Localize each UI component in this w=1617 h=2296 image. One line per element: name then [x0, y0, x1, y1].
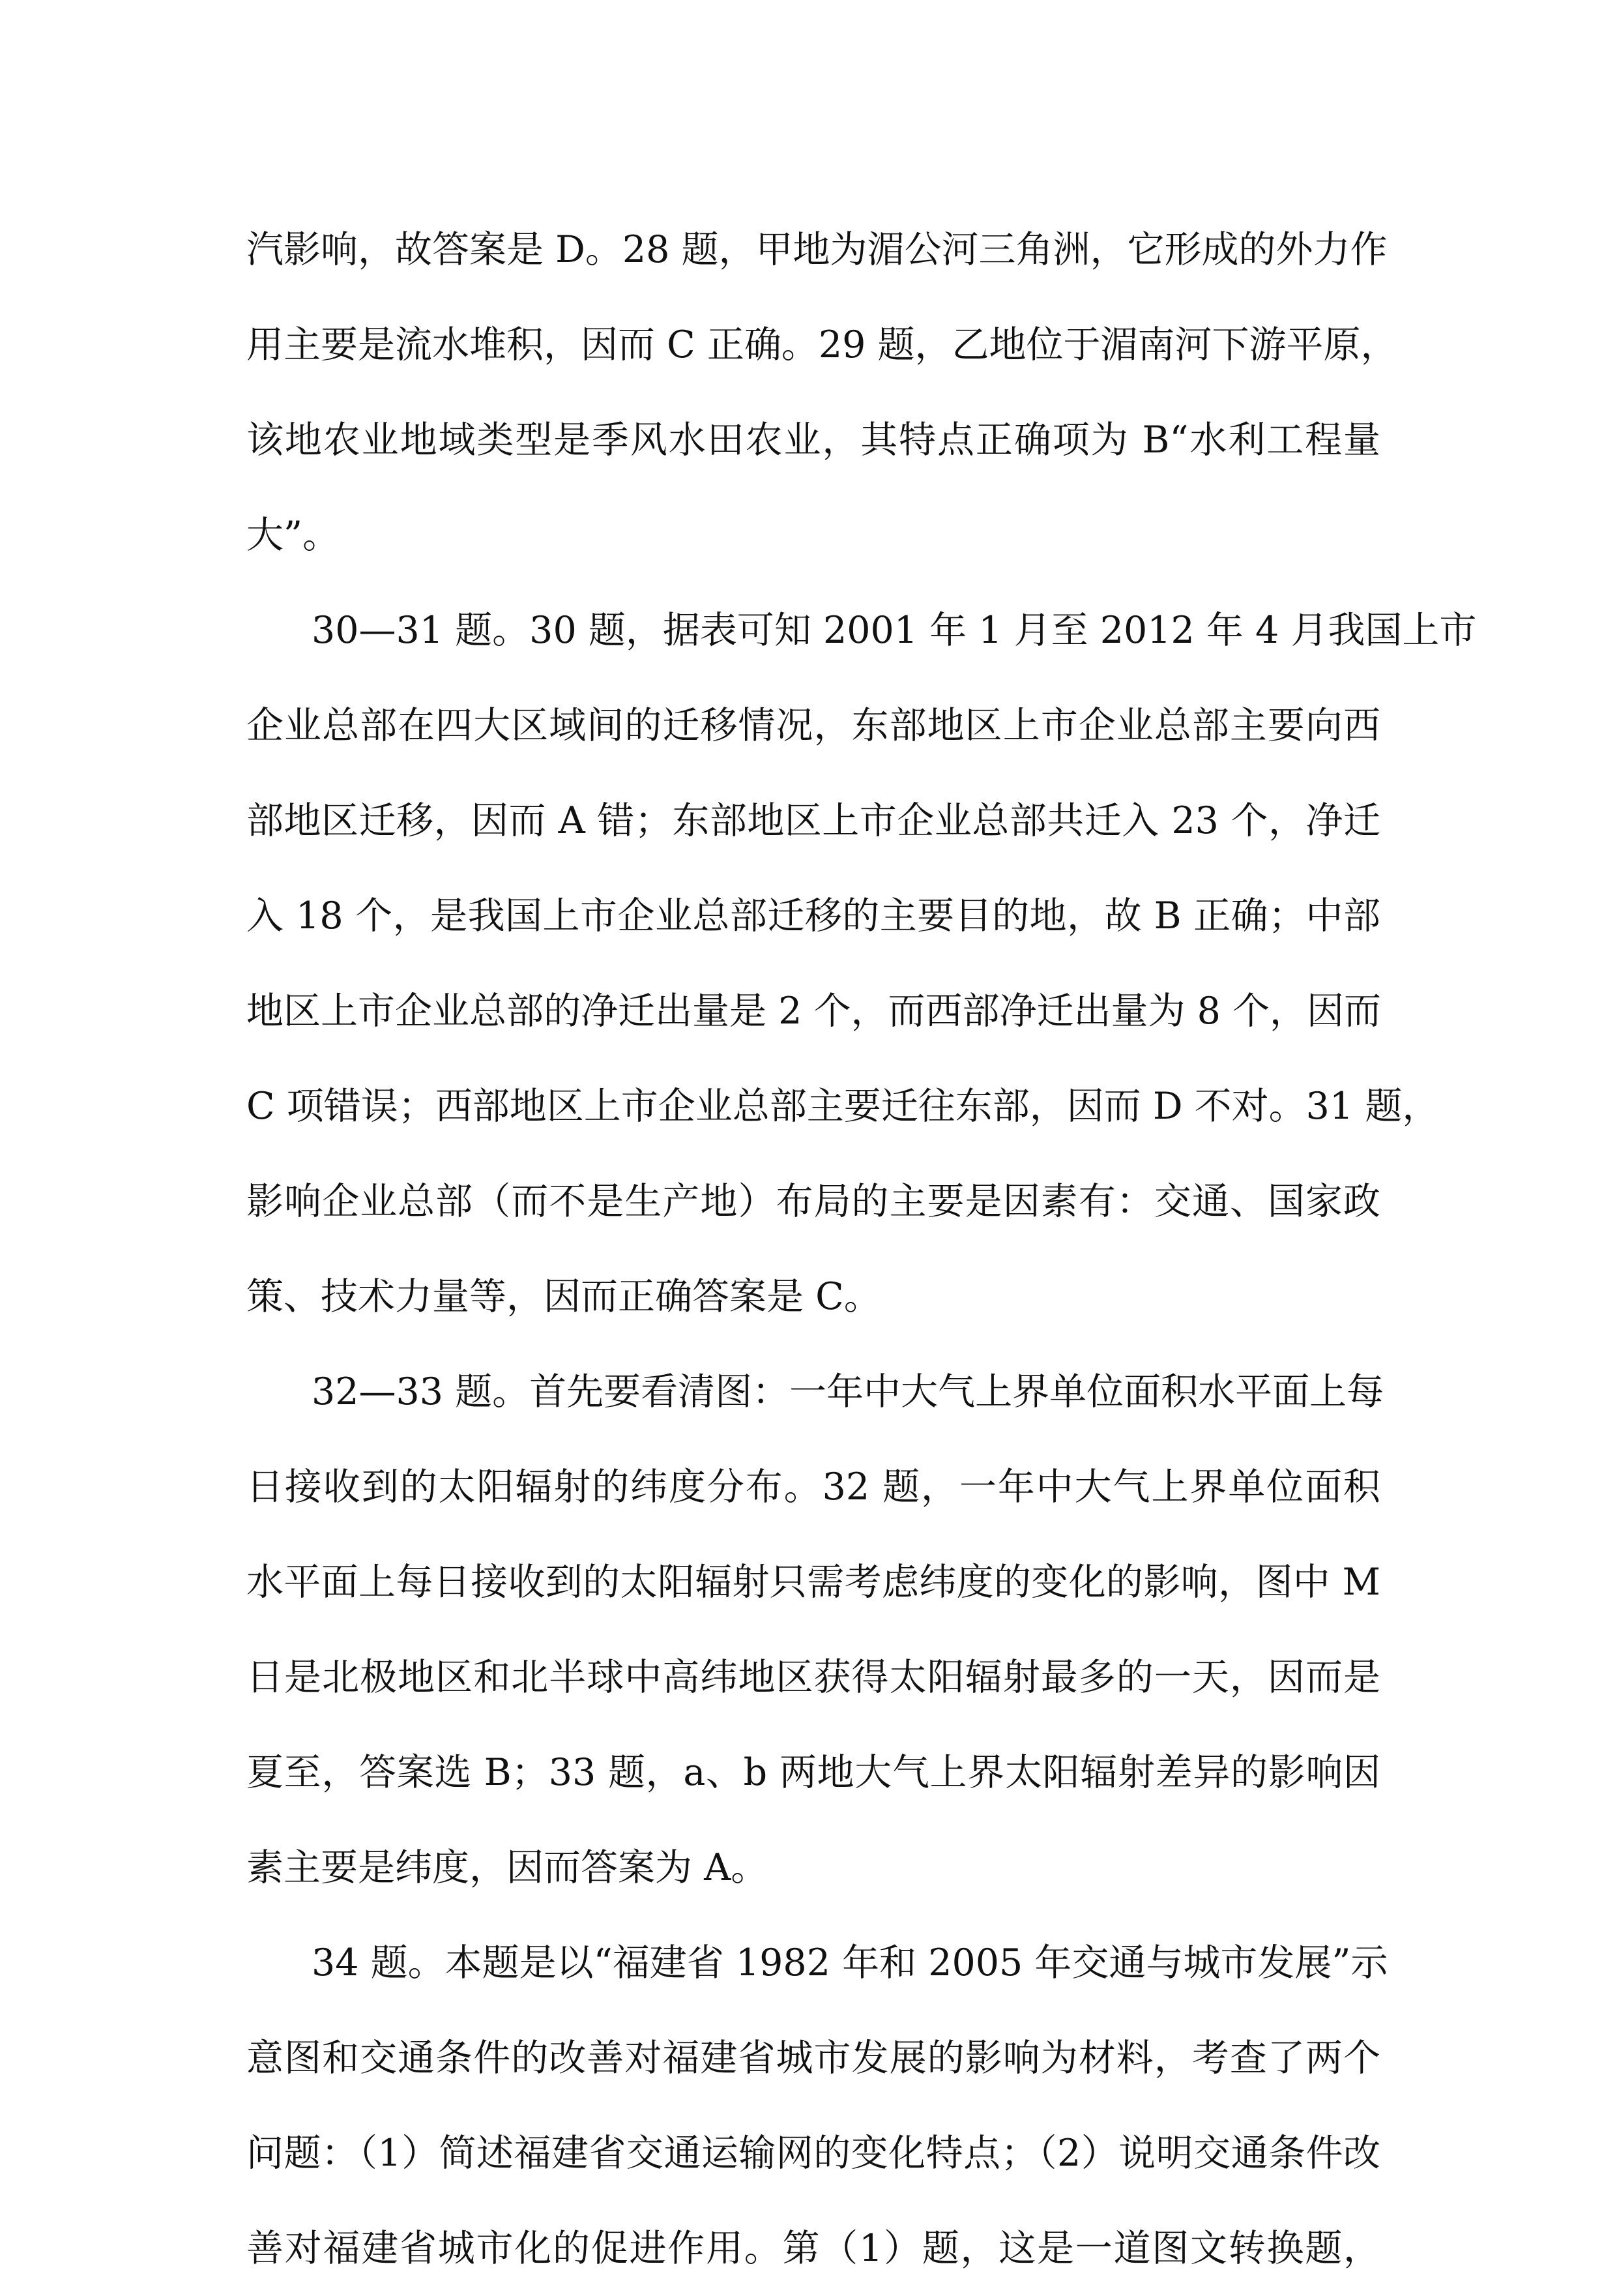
text-line: 问题：（1）简述福建省交通运输网的变化特点；（2）说明交通条件改 — [246, 2132, 1380, 2175]
text-line: 用主要是流水堆积，因而 C 正确。29 题，乙地位于湄南河下游平原， — [246, 323, 1398, 366]
text-line: 汽影响，故答案是 D。28 题，甲地为湄公河三角洲，它形成的外力作 — [246, 228, 1388, 271]
text-line: 夏至，答案选 B；33 题，a、b 两地大气上界太阳辐射差异的影响因 — [246, 1751, 1380, 1794]
text-line: 30—31 题。30 题，据表可知 2001 年 1 月至 2012 年 4 月我国上市 — [312, 609, 1477, 652]
text-line: C 项错误；西部地区上市企业总部主要迁往东部，因而 D 不对。31 题， — [246, 1085, 1440, 1128]
text-line: 32—33 题。首先要看清图：一年中大气上界单位面积水平面上每 — [312, 1370, 1384, 1413]
text-line: 素主要是纬度，因而答案为 A。 — [246, 1846, 768, 1889]
paragraph-answer-34 — [246, 1915, 1388, 2296]
text-line: 企业总部在四大区域间的迁移情况，东部地区上市企业总部主要向西 — [246, 704, 1380, 747]
text-line: 地区上市企业总部的净迁出量是 2 个，而西部净迁出量为 8 个，因而 — [246, 990, 1382, 1033]
text-line: 日是北极地区和北半球中高纬地区获得太阳辐射最多的一天，因而是 — [246, 1656, 1380, 1699]
text-line: 影响企业总部（而不是生产地）布局的主要是因素有：交通、国家政 — [246, 1180, 1380, 1223]
text-line: 部地区迁移，因而 A 错；东部地区上市企业总部共迁入 23 个，净迁 — [246, 799, 1380, 842]
text-line: 水平面上每日接收到的太阳辐射只需考虑纬度的变化的影响，图中 M — [246, 1561, 1380, 1604]
text-line: 大”。 — [246, 514, 340, 557]
text-line: 该地农业地域类型是季风水田农业，其特点正确项为 B“水利工程量 — [246, 419, 1380, 462]
text-line: 34 题。本题是以“福建省 1982 年和 2005 年交通与城市发展”示 — [312, 1941, 1388, 1984]
text-line: 入 18 个，是我国上市企业总部迁移的主要目的地，故 B 正确；中部 — [246, 894, 1380, 937]
text-line: 善对福建省城市化的促进作用。第（1）题，这是一道图文转换题， — [246, 2227, 1380, 2270]
paragraph-answers-30-31 — [246, 583, 1477, 1344]
paragraph-answers-28-29 — [246, 202, 1398, 583]
text-line: 意图和交通条件的改善对福建省城市发展的影响为材料，考查了两个 — [246, 2037, 1380, 2080]
paragraph-answers-32-33 — [246, 1344, 1384, 1915]
text-line: 策、技术力量等，因而正确答案是 C。 — [246, 1275, 881, 1318]
document-body — [246, 202, 1477, 2296]
text-line: 日接收到的太阳辐射的纬度分布。32 题，一年中大气上界单位面积 — [246, 1465, 1380, 1509]
